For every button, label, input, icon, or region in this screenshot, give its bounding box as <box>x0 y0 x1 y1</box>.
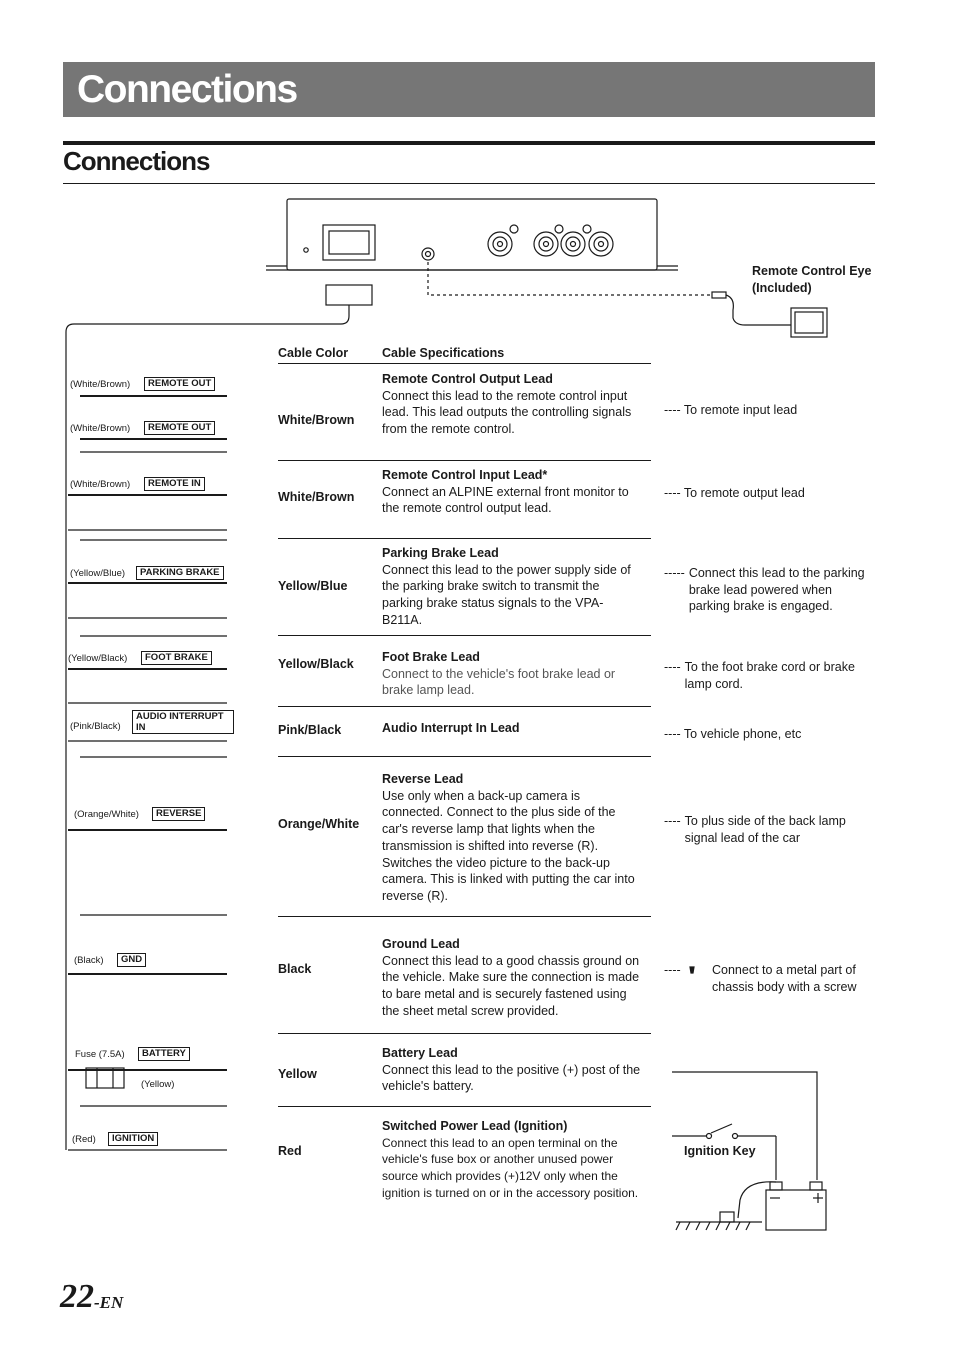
table-divider <box>278 635 651 636</box>
table-divider <box>278 363 651 364</box>
wire-line <box>68 582 227 584</box>
wire-tag: REMOTE IN <box>144 477 205 491</box>
wire-tag: IGNITION <box>108 1132 158 1146</box>
table-divider <box>278 706 651 707</box>
cable-spec: Foot Brake Lead Connect to the vehicle's foot brake lead or brake lamp lead. <box>382 650 616 698</box>
wire-color-label: (Pink/Black) <box>70 721 121 732</box>
table-divider <box>278 538 651 539</box>
cable-spec: Remote Control Output Lead Connect this lead to the remote control input lead. This lead outputs the controlling signals from the remote control. <box>382 372 632 437</box>
wire-color-label: (Red) <box>72 1134 96 1145</box>
cable-destination-dash: ---- <box>664 963 681 977</box>
wire-color-label: (White/Brown) <box>70 479 131 490</box>
wire-tag: GND <box>117 953 146 967</box>
battery-icon <box>766 1190 826 1230</box>
rca-jack-icon <box>589 232 613 256</box>
wire-color-label: (Yellow) <box>141 1079 175 1090</box>
wire-tag: REMOTE OUT <box>144 377 215 391</box>
wire-color-label: (Black) <box>74 955 104 966</box>
wire-tag: REMOTE OUT <box>144 421 215 435</box>
table-divider <box>278 1106 651 1107</box>
wire-tag: AUDIO INTERRUPT IN <box>132 710 234 734</box>
table-divider <box>278 916 651 917</box>
remote-jack-icon <box>422 248 434 260</box>
harness-plug-icon <box>326 285 372 305</box>
wire-color-label: Fuse (7.5A) <box>75 1049 125 1060</box>
section-title: Connections <box>63 146 210 176</box>
wire-color-label: (White/Brown) <box>70 423 131 434</box>
wire-color-label: (Yellow/Black) <box>68 653 128 664</box>
wire-color-label: (Orange/White) <box>74 809 139 820</box>
cable-color: Yellow/Black <box>278 657 354 671</box>
cable-spec: Audio Interrupt In Lead <box>382 721 520 735</box>
rca-jack-icon <box>561 232 585 256</box>
led-indicator-icon <box>304 248 308 252</box>
cable-destination: ---- To remote input lead <box>664 403 798 417</box>
wire-tag: REVERSE <box>152 807 205 821</box>
table-divider <box>278 756 651 757</box>
harness-connector-icon <box>323 225 375 260</box>
cable-destination: ---- To plus side of the back lamp signal lead of the car <box>664 814 846 845</box>
cable-color: White/Brown <box>278 490 355 504</box>
cable-spec: Switched Power Lead (Ignition) Connect this lead to an open terminal on the vehicle's fuse box or another unused power source which provides (+)12V only when the ignition is turned on or in the accessory position. <box>382 1119 639 1200</box>
cable-color: White/Brown <box>278 413 355 427</box>
cable-destination: ---- To vehicle phone, etc <box>664 727 802 741</box>
wire-line <box>80 395 227 397</box>
ignition-key-label: Ignition Key <box>684 1144 756 1158</box>
page-language-suffix: -EN <box>94 1293 124 1312</box>
cable-spec: Ground Lead Connect this lead to a good chassis ground on the vehicle. Make sure the connection is made to bare metal and is securely fastened using the sheet metal screw provided. <box>382 937 640 1018</box>
cable-color: Pink/Black <box>278 723 342 737</box>
col-header-cable-specs: Cable Specifications <box>382 346 505 360</box>
cable-destination: Connect to a metal part of chassis body with a screw <box>712 963 857 994</box>
cable-color: Yellow/Blue <box>278 579 348 593</box>
page-title: Connections <box>77 68 297 111</box>
col-header-cable-color: Cable Color <box>278 346 349 360</box>
remote-eye-label: Remote Control Eye (Included) <box>752 264 872 295</box>
cable-color: Yellow <box>278 1067 317 1081</box>
cable-destination: ----- Connect this lead to the parking brake lead powered when parking brake is engaged. <box>664 566 865 614</box>
wire-line <box>80 438 227 440</box>
ground-screw-icon <box>690 967 694 973</box>
cable-color: Red <box>278 1144 302 1158</box>
wire-line <box>68 829 227 831</box>
wire-tag: FOOT BRAKE <box>141 651 212 665</box>
fuse-icon <box>86 1068 124 1088</box>
cable-destination: ---- To remote output lead <box>664 486 805 500</box>
rca-jack-icon <box>534 232 558 256</box>
cable-spec: Parking Brake Lead Connect this lead to the power supply side of the parking brake switch to transmit the parking brake status signals to the VPA- B211A. <box>382 546 631 627</box>
cable-destination: ---- To the foot brake cord or brake lamp cord. <box>664 660 855 691</box>
wire-color-label: (Yellow/Blue) <box>70 568 126 579</box>
wire-line <box>68 1069 227 1071</box>
cable-color: Orange/White <box>278 817 360 831</box>
cable-color: Black <box>278 962 312 976</box>
cable-spec: Remote Control Input Lead* Connect an ALPINE external front monitor to the remote control output lead. <box>382 468 629 516</box>
wire-tag: BATTERY <box>138 1047 190 1061</box>
cable-spec: Battery Lead Connect this lead to the positive (+) post of the vehicle's battery. <box>382 1046 641 1094</box>
table-divider <box>278 1033 651 1034</box>
wire-line <box>68 973 227 975</box>
device-body <box>287 199 657 270</box>
wire-color-label: (White/Brown) <box>70 379 131 390</box>
rca-jack-icon <box>488 232 512 256</box>
wire-line <box>68 494 227 496</box>
wire-tag: PARKING BRAKE <box>136 566 224 580</box>
wire-line <box>68 668 227 670</box>
ignition-switch-icon <box>707 1134 712 1139</box>
page-number: 22 <box>60 1278 94 1315</box>
cable-spec: Reverse Lead Use only when a back-up camera is connected. Connect to the plus side of the car's reverse lamp that lights when the transmission is shifted into reverse (R). Switches the video picture to the back-up camera. This is linked with putting the car into reverse (R). <box>382 772 635 903</box>
table-divider <box>278 460 651 461</box>
